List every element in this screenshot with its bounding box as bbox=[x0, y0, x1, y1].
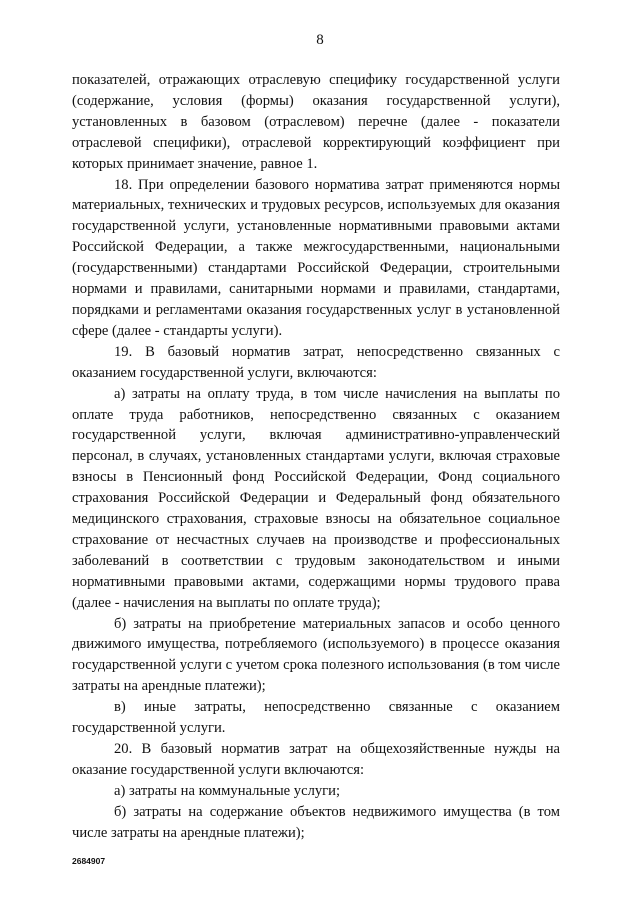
paragraph-continuation: показателей, отражающих отраслевую специфику государственной услуги (содержание, условия (формы) оказания государственной услуги), установленных в базовом (отраслевом) перечне (далее - показатели отраслевой специфики), отраслевой корректирующий коэффициент при которых принимает значение, равное 1. bbox=[72, 72, 560, 172]
paragraph-20-a: а) затраты на коммунальные услуги; bbox=[114, 782, 341, 799]
paragraph-19: 19. В базовый норматив затрат, непосредственно связанных с оказанием государственной услуги, включаются: bbox=[72, 343, 560, 381]
page-number: 8 bbox=[316, 32, 324, 48]
document-body bbox=[72, 70, 560, 844]
paragraph-18: 18. При определении базового норматива затрат применяются нормы материальных, технических и трудовых ресурсов, используемых для оказания государственной услуги, установленные нормативными правовыми актами Российской Федерации, а также межгосударственными, национальными (государственными) стандартами Российской Федерации, строительными нормами и правилами, санитарными нормами и правилами, стандартами, порядками и регламентами оказания государственных услуг в установленной сфере (далее - стандарты услуги). bbox=[72, 176, 560, 339]
paragraph-19-v: в) иные затраты, непосредственно связанные с оказанием государственной услуги. bbox=[72, 699, 560, 737]
paragraph-19-a: а) затраты на оплату труда, в том числе начисления на выплаты по оплате труда работников, непосредственно связанных с оказанием государственной услуги, включая административно-управленческий персонал, в случаях, установленных стандартами услуги, включая страховые взносы в Пенсионный фонд Российской Федерации, Фонд социального страхования Российской Федерации и Федеральный фонд обязательного медицинского страхования, страховые взносы на обязательное социальное страхование от несчастных случаев на производстве и профессиональных заболеваний в соответствии с трудовым законодательством и иными нормативными правовыми актами, содержащими нормы трудового права (далее - начисления на выплаты по оплате труда); bbox=[72, 385, 560, 611]
paragraph-20-b: б) затраты на содержание объектов недвижимого имущества (в том числе затраты на арендные платежи); bbox=[72, 803, 560, 841]
document-code: 2684907 bbox=[72, 856, 106, 866]
paragraph-19-b: б) затраты на приобретение материальных запасов и особо ценного движимого имущества, потребляемого (используемого) в процессе оказания государственной услуги с учетом срока полезного использования (в том числе затраты на арендные платежи); bbox=[72, 615, 560, 695]
paragraph-20: 20. В базовый норматив затрат на общехозяйственные нужды на оказание государственной услуги включаются: bbox=[72, 741, 560, 778]
